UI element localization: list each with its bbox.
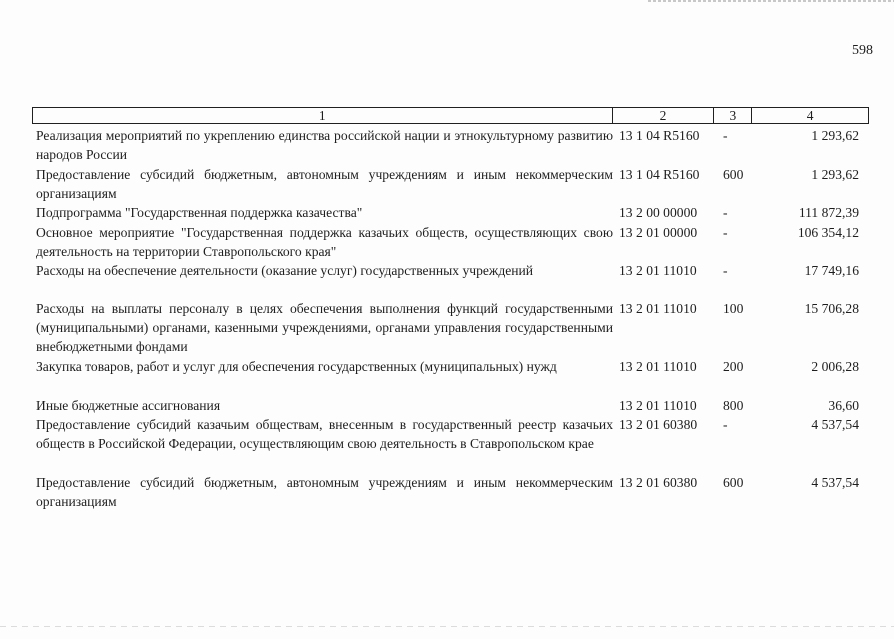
row-type: 600 <box>723 167 744 182</box>
row-name: Реализация мероприятий по укреплению единства российской нации и этнокультурному развитию народов России <box>36 128 613 162</box>
budget-table <box>32 107 869 509</box>
scan-edge-bottom <box>0 626 894 627</box>
row-name: Расходы на обеспечение деятельности (оказание услуг) государственных учреждений <box>36 263 534 278</box>
row-name: Иные бюджетные ассигнования <box>36 398 221 413</box>
row-amount: 36,60 <box>828 398 859 413</box>
row-code: 13 2 01 60380 <box>619 417 698 432</box>
row-type: - <box>723 225 728 240</box>
row-type: 600 <box>723 475 744 490</box>
row-name: Предоставление субсидий бюджетным, автономным учреждениям и иным некоммерческим организациям <box>36 167 613 201</box>
row-name: Предоставление субсидий бюджетным, автономным учреждениям и иным некоммерческим организациям <box>36 475 613 509</box>
row-amount: 106 354,12 <box>797 225 859 240</box>
row-type: 200 <box>723 359 744 374</box>
row-name: Подпрограмма "Государственная поддержка казачества" <box>36 205 363 220</box>
row-code: 13 2 01 11010 <box>619 301 697 316</box>
row-code: 13 2 01 60380 <box>619 475 698 490</box>
row-type: 100 <box>723 301 744 316</box>
row-amount: 15 706,28 <box>804 301 859 316</box>
row-amount: 17 749,16 <box>804 263 859 278</box>
header-col-2: 2 <box>613 108 715 123</box>
table-header <box>32 107 869 124</box>
row-amount: 111 872,39 <box>798 205 859 220</box>
row-code: 13 2 01 11010 <box>619 263 697 278</box>
row-type: - <box>723 205 728 220</box>
row-amount: 2 006,28 <box>811 359 859 374</box>
row-amount: 4 537,54 <box>811 417 859 432</box>
row-amount: 4 537,54 <box>811 475 859 490</box>
row-code: 13 2 00 00000 <box>619 205 698 220</box>
header-col-3: 3 <box>714 108 752 123</box>
row-code: 13 2 01 11010 <box>619 359 697 374</box>
row-type: 800 <box>723 398 744 413</box>
row-code: 13 2 01 00000 <box>619 225 698 240</box>
page-number: 598 <box>852 43 873 58</box>
row-code: 13 1 04 R5160 <box>619 167 700 182</box>
row-type: - <box>723 263 728 278</box>
row-name: Закупка товаров, работ и услуг для обеспечения государственных (муниципальных) нужд <box>36 359 557 374</box>
scan-edge-top <box>648 0 894 2</box>
row-type: - <box>723 128 728 143</box>
row-name: Основное мероприятие "Государственная поддержка казачьих обществ, осуществляющих свою деятельность на территории Ставропольского края" <box>36 225 613 259</box>
row-amount: 1 293,62 <box>811 128 859 143</box>
row-name: Расходы на выплаты персоналу в целях обеспечения выполнения функций государственными (муниципальными) органами, казенными учреждениями, органами управления государственными внебюджетными фондами <box>36 301 613 354</box>
row-amount: 1 293,62 <box>811 167 859 182</box>
header-col-1: 1 <box>33 108 613 123</box>
row-name: Предоставление субсидий казачьим обществам, внесенным в государственный реестр казачьих обществ в Российской Федерации, осуществляющим свою деятельность в Ставропольском крае <box>36 417 613 451</box>
row-code: 13 2 01 11010 <box>619 398 697 413</box>
row-type: - <box>723 417 728 432</box>
row-code: 13 1 04 R5160 <box>619 128 700 143</box>
header-col-4: 4 <box>806 108 814 123</box>
